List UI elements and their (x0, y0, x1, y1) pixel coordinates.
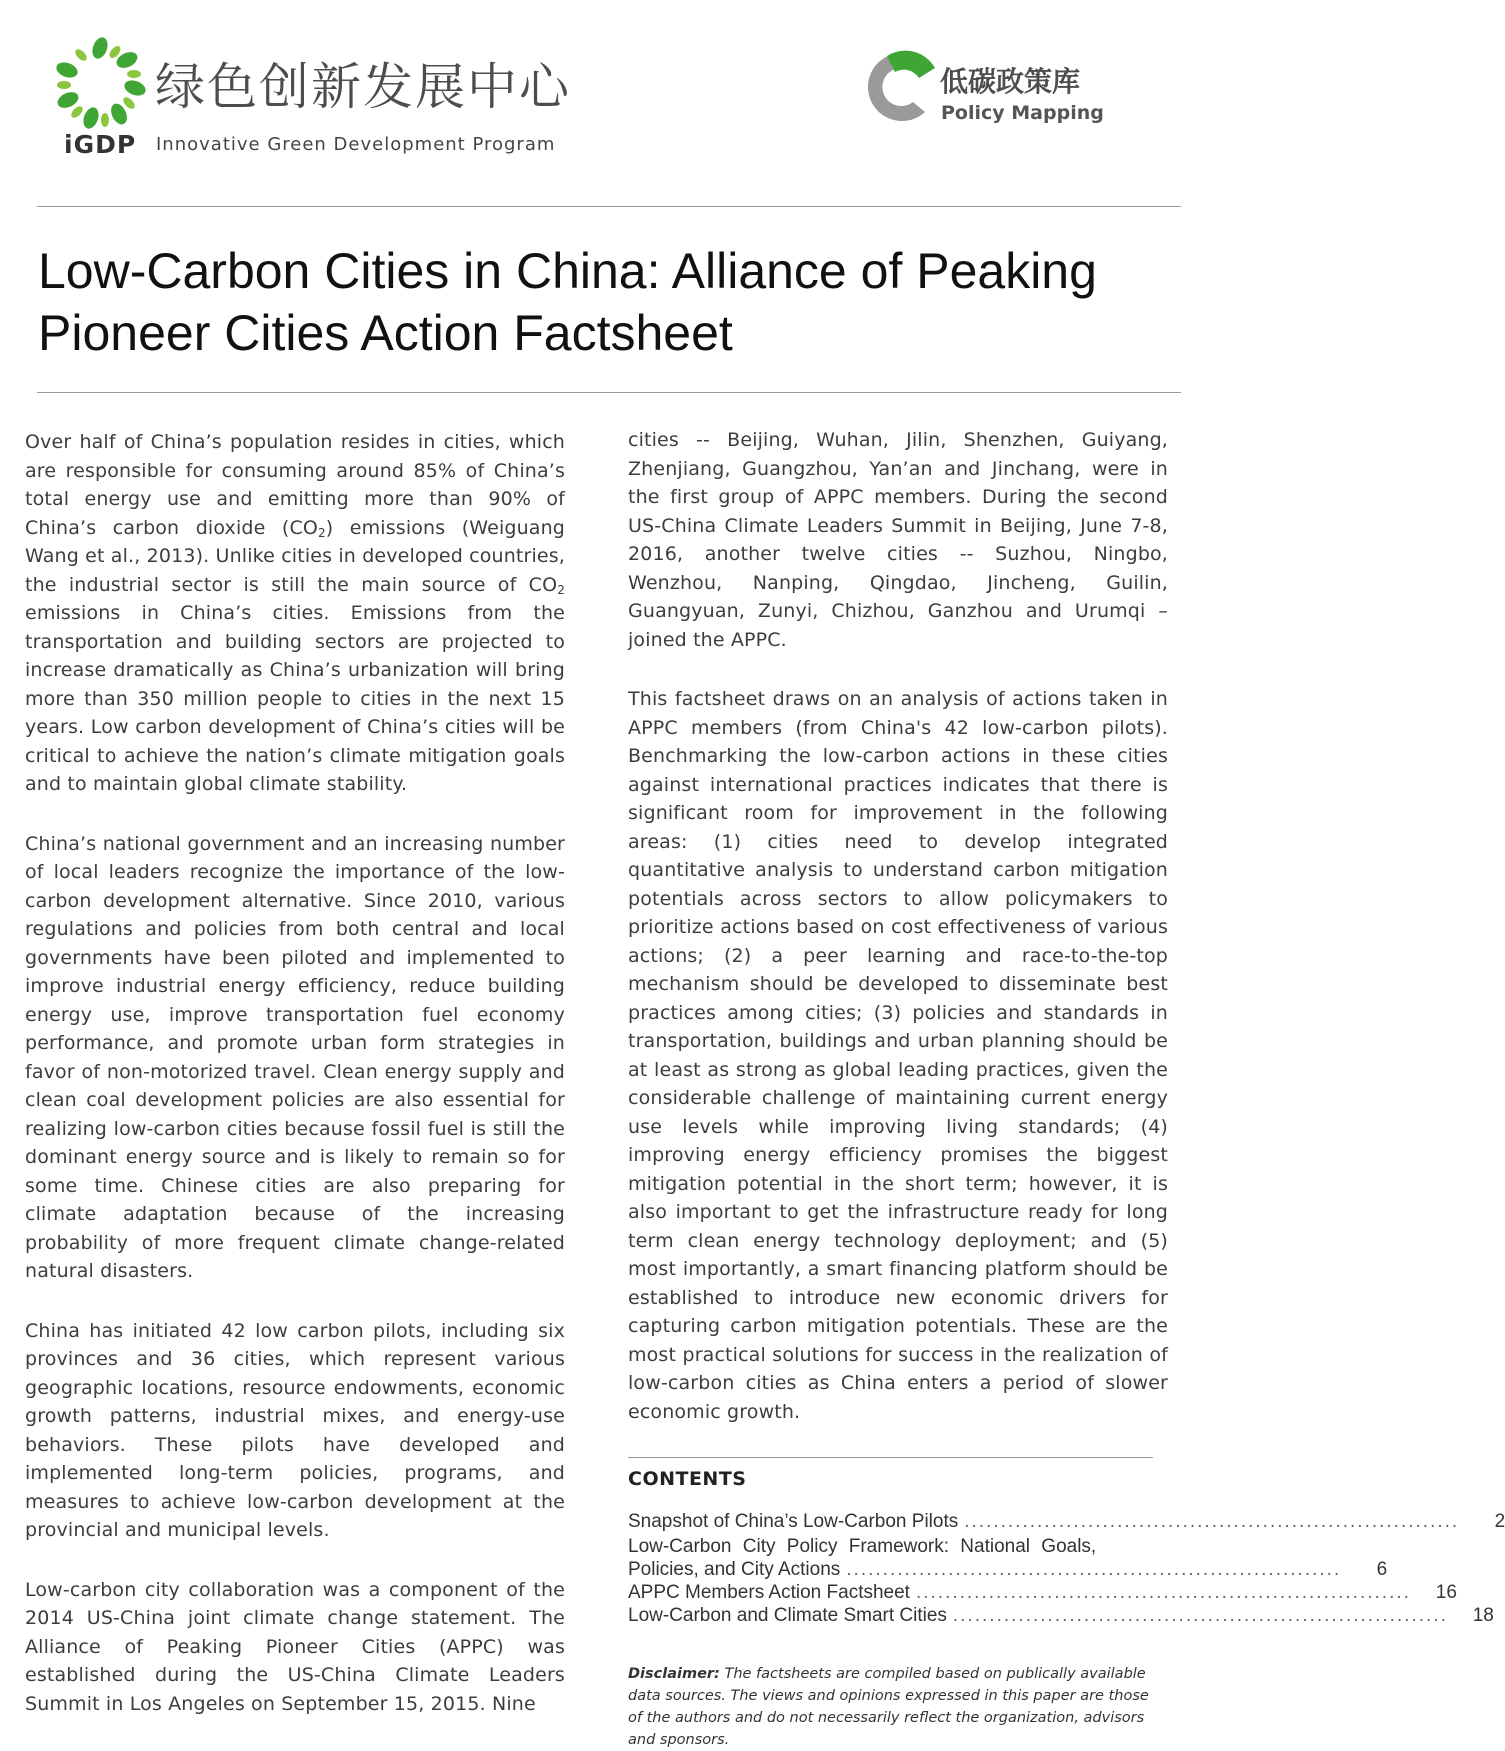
toc-item-label: Low-Carbon and Climate Smart Cities (628, 1605, 947, 1626)
contents-heading: CONTENTS (628, 1468, 747, 1490)
toc-list (628, 1510, 1505, 1627)
toc-leader-dots: .................................................................... (915, 1582, 1411, 1603)
title-divider (37, 392, 1181, 393)
low-carbon-pilots-paragraph: China has initiated 42 low carbon pilots, including six provinces and 36 cities, which represent various geographic locations, resource endowments, economic growth patterns, industrial mixes, and energy-use behaviors. These pilots have developed and implemented long-term policies, programs, and measures to achieve low-carbon development at the provincial and municipal levels. (25, 1319, 565, 1541)
disclaimer-text: The factsheets are compiled based on publically available data sources. The views and opinions expressed in this paper are those of the authors and do not necessarily reflect the organization, advisors and sponsors. (628, 1666, 1149, 1748)
page-title (38, 240, 1178, 364)
igdp-abbreviation: iGDP (64, 130, 137, 159)
disclaimer (628, 1663, 1153, 1751)
contents-divider (628, 1457, 1153, 1458)
page-header (0, 0, 1194, 200)
co2-subscript: 2 (317, 525, 326, 540)
igdp-leaf-ring-logo (55, 38, 145, 128)
toc-item-policy-framework[interactable] (628, 1535, 1153, 1558)
toc-item-label-line2: Policies, and City Actions (628, 1559, 841, 1580)
toc-item-page: 6 (1376, 1559, 1388, 1580)
toc-leader-dots: .................................................................... (846, 1559, 1342, 1580)
toc-item-label-line1: Low-Carbon City Policy Framework: National Goals, (628, 1536, 1097, 1557)
intro-text-a: Over half of China’s population resides in cities, which are responsible for consuming around 85% of China’s total energy use and emitting more than 90% of China’s carbon dioxide (CO (25, 431, 565, 539)
policy-mapping-english-name: Policy Mapping (941, 102, 1104, 124)
toc-item-page: 18 (1472, 1605, 1494, 1626)
toc-item-policy-framework-cont[interactable] (628, 1558, 1388, 1581)
igdp-chinese-name: 绿色创新发展中心 (155, 58, 571, 116)
header-divider (37, 206, 1181, 207)
toc-item-page: 16 (1435, 1582, 1457, 1603)
toc-item-page: 2 (1494, 1511, 1505, 1532)
toc-item-appc-factsheet[interactable] (628, 1581, 1457, 1604)
appc-members-paragraph: cities -- Beijing, Wuhan, Jilin, Shenzhen, Guiyang, Zhenjiang, Guangzhou, Yan’an and Jinchang, were in the first group of APPC members. During the second US-China Climate Leaders Summit in Beijing, June 7-8, 2016, another twelve cities -- Suzhou, Ningbo, Wenzhou, Nanping, Qingdao, Jincheng, Guilin, Guangyuan, Zunyi, Chizhou, Ganzhou and Urumqi – joined the APPC. (628, 429, 1168, 651)
title-line-2: Pioneer Cities Action Factsheet (38, 305, 733, 361)
intro-text-c: emissions in China’s cities. Emissions from the transportation and building sectors are projected to increase dramatically as China’s urbanization will bring more than 350 million people to cities in the next 15 years. Low carbon development of China’s cities will be critical to achieve the nation’s climate mitigation goals and to maintain global climate stability. (25, 602, 565, 795)
toc-leader-dots: .................................................................... (952, 1605, 1448, 1626)
appc-paragraph: Low-carbon city collaboration was a component of the 2014 US-China joint climate change statement. The Alliance of Peaking Pioneer Cities (APPC) was established during the US-China Climate Leaders Summit in Los Angeles on September 15, 2015. Nine (25, 1578, 565, 1715)
toc-item-snapshot[interactable] (628, 1510, 1505, 1533)
disclaimer-label: Disclaimer: (628, 1666, 720, 1682)
toc-item-label: APPC Members Action Factsheet (628, 1582, 910, 1603)
igdp-english-name: Innovative Green Development Program (156, 134, 556, 155)
toc-leader-dots: .................................................................... (964, 1511, 1460, 1532)
policy-mapping-logo (855, 42, 945, 132)
intro-text-b: ) emissions (Weiguang Wang et al., 2013). Unlike cities in developed countries, the industrial sector is still the main source of CO (25, 516, 565, 596)
national-government-paragraph: China’s national government and an increasing number of local leaders recognize the importance of the low-carbon development alternative. Since 2010, various regulations and policies from both central and local governments have been piloted and implemented to improve industrial energy efficiency, reduce building energy use, improve transportation fuel economy performance, and promote urban form strategies in favor of non-motorized travel. Clean energy supply and clean coal development policies are also essential for realizing low-carbon cities because fossil fuel is still the dominant energy source and is likely to remain so for some time. Chinese cities are also preparing for climate adaptation because of the increasing probability of more frequent climate change-related natural disasters. (25, 832, 565, 1282)
policy-mapping-chinese-name: 低碳政策库 (940, 65, 1081, 98)
right-column (628, 426, 1505, 1751)
toc-item-climate-smart-cities[interactable] (628, 1604, 1494, 1627)
left-column (25, 428, 565, 1749)
co2-subscript: 2 (557, 582, 565, 597)
toc-item-label: Snapshot of China’s Low-Carbon Pilots (628, 1511, 959, 1532)
intro-paragraph (25, 428, 565, 799)
title-line-1: Low-Carbon Cities in China: Alliance of Peaking (38, 243, 1097, 299)
factsheet-analysis-paragraph: This factsheet draws on an analysis of actions taken in APPC members (from China's 42 low-carbon pilots). Benchmarking the low-carbon actions in these cities against international practices indicates that there is significant room for improvement in the following areas: (1) cities need to develop integrated quantitative analysis to understand carbon mitigation potentials across sectors to allow policymakers to prioritize actions based on cost effectiveness of various actions; (2) a peer learning and race-to-the-top mechanism should be developed to disseminate best practices among cities; (3) policies and standards in transportation, buildings and urban planning should be at least as strong as global leading practices, given the considerable challenge of maintaining current energy use levels while improving living standards; (4) improving energy efficiency promises the biggest mitigation potential in the short term; however, it is also important to get the infrastructure ready for long term clean energy technology deployment; and (5) most importantly, a smart financing platform should be established to introduce new economic drivers for capturing carbon mitigation potentials. These are the most practical solutions for success in the realization of low-carbon cities as China enters a period of slower economic growth. (628, 688, 1168, 1423)
